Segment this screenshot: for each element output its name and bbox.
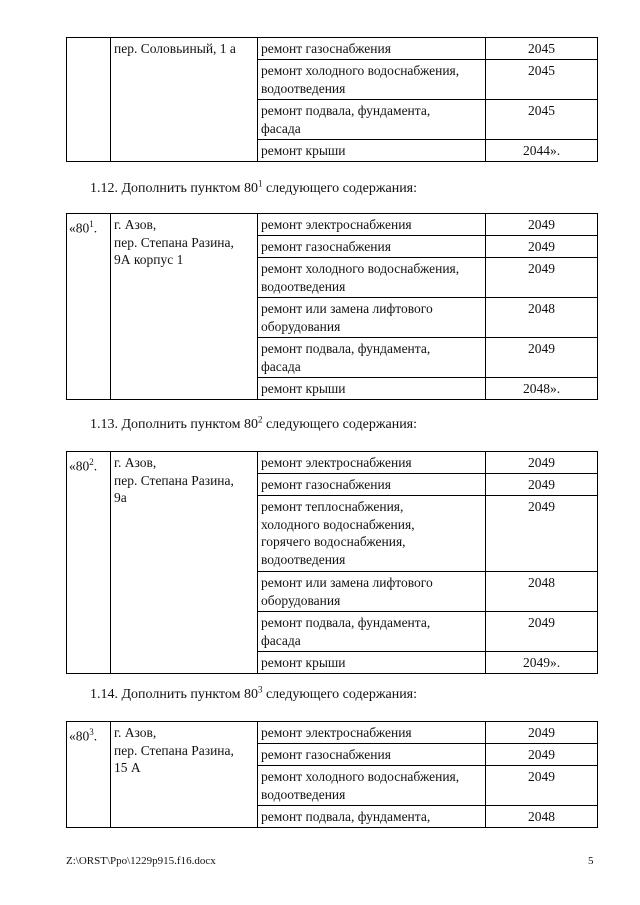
- address-line: 15 А: [114, 760, 141, 775]
- work-line: ремонт электроснабжения: [261, 725, 412, 740]
- paragraph-superscript: 1: [257, 178, 263, 189]
- amendment-paragraph-1-14: [90, 686, 417, 704]
- table-3: [66, 451, 598, 674]
- footer-file-path: Z:\ORST\Ppo\1229p915.f16.docx: [66, 855, 216, 867]
- work-cell: [258, 744, 486, 766]
- item-number: «80: [69, 458, 90, 474]
- work-line: ремонт холодного водоснабжения,: [261, 769, 460, 784]
- work-line: фасада: [261, 120, 301, 136]
- year-cell: 2049: [486, 744, 598, 766]
- table-2: [66, 213, 598, 400]
- year-cell: 2049: [486, 496, 598, 572]
- table-row: [67, 214, 598, 236]
- table-row: [67, 452, 598, 474]
- address-cell: [111, 214, 258, 400]
- address-line: 9а: [114, 490, 127, 505]
- address-cell: [111, 38, 258, 162]
- year-cell: 2049».: [486, 652, 598, 674]
- work-line: ремонт подвала, фундамента,: [261, 809, 431, 824]
- work-line: ремонт холодного водоснабжения,: [261, 261, 460, 276]
- item-number-cell: [67, 452, 111, 674]
- work-line: ремонт крыши: [261, 381, 346, 396]
- address-line: пер. Степана Разина,: [114, 742, 234, 758]
- table-row: [67, 722, 598, 744]
- table-1: [66, 37, 598, 162]
- item-number-superscript: 1: [89, 219, 94, 229]
- work-cell: [258, 258, 486, 298]
- year-cell: 2045: [486, 38, 598, 60]
- work-cell: [258, 236, 486, 258]
- work-cell: [258, 298, 486, 338]
- work-line: водоотведения: [261, 278, 346, 294]
- work-line: оборудования: [261, 592, 341, 608]
- address-cell: [111, 452, 258, 674]
- work-line: ремонт газоснабжения: [261, 477, 391, 492]
- year-cell: 2049: [486, 474, 598, 496]
- address-line: г. Азов,: [114, 217, 157, 232]
- amendment-paragraph-1-12: [90, 180, 417, 198]
- page-number: 5: [588, 855, 594, 867]
- work-line: ремонт или замена лифтового: [261, 575, 433, 590]
- paragraph-superscript: 2: [257, 414, 263, 425]
- item-number-superscript: 2: [89, 457, 94, 467]
- year-cell: 2048: [486, 298, 598, 338]
- work-cell: [258, 378, 486, 400]
- year-cell: 2049: [486, 452, 598, 474]
- work-cell: [258, 766, 486, 806]
- work-line: фасада: [261, 358, 301, 374]
- work-cell: [258, 38, 486, 60]
- work-cell: [258, 722, 486, 744]
- item-number: «80: [69, 220, 90, 236]
- work-cell: [258, 612, 486, 652]
- work-line: ремонт газоснабжения: [261, 239, 391, 254]
- work-cell: [258, 140, 486, 162]
- work-line: ремонт теплоснабжения,: [261, 499, 404, 514]
- year-cell: 2048: [486, 806, 598, 828]
- item-number-cell: [67, 38, 111, 162]
- work-cell: [258, 338, 486, 378]
- address-line: пер. Степана Разина,: [114, 472, 234, 488]
- paragraph-text: 1.12. Дополнить пунктом 80: [90, 181, 258, 196]
- item-number-cell: [67, 214, 111, 400]
- year-cell: 2045: [486, 60, 598, 100]
- year-cell: 2049: [486, 258, 598, 298]
- work-line: ремонт крыши: [261, 143, 346, 158]
- work-line: оборудования: [261, 318, 341, 334]
- item-number-dot: .: [93, 458, 98, 474]
- year-cell: 2045: [486, 100, 598, 140]
- year-cell: 2048: [486, 572, 598, 612]
- work-cell: [258, 496, 486, 572]
- work-line: водоотведения: [261, 551, 346, 567]
- address-line: пер. Соловьиный, 1 а: [114, 41, 236, 56]
- work-cell: [258, 214, 486, 236]
- work-cell: [258, 806, 486, 828]
- item-number-dot: .: [93, 220, 98, 236]
- paragraph-text: 1.13. Дополнить пунктом 80: [90, 417, 258, 432]
- address-line: г. Азов,: [114, 725, 157, 740]
- work-cell: [258, 452, 486, 474]
- work-line: ремонт крыши: [261, 655, 346, 670]
- table-row: [67, 38, 598, 60]
- year-cell: 2049: [486, 214, 598, 236]
- work-line: ремонт или замена лифтового: [261, 301, 433, 316]
- year-cell: 2049: [486, 766, 598, 806]
- work-line: ремонт электроснабжения: [261, 217, 412, 232]
- paragraph-text: следующего содержания:: [262, 687, 418, 702]
- year-cell: 2049: [486, 236, 598, 258]
- work-cell: [258, 60, 486, 100]
- work-line: фасада: [261, 632, 301, 648]
- work-line: горячего водоснабжения,: [261, 534, 406, 549]
- year-cell: 2049: [486, 338, 598, 378]
- address-line: пер. Степана Разина,: [114, 234, 234, 250]
- paragraph-text: следующего содержания:: [262, 417, 418, 432]
- year-cell: 2049: [486, 612, 598, 652]
- work-line: холодного водоснабжения,: [261, 516, 415, 532]
- work-line: ремонт электроснабжения: [261, 455, 412, 470]
- table-4: [66, 721, 598, 828]
- work-line: водоотведения: [261, 80, 346, 96]
- paragraph-text: 1.14. Дополнить пунктом 80: [90, 687, 258, 702]
- work-line: ремонт подвала, фундамента,: [261, 103, 431, 118]
- year-cell: 2049: [486, 722, 598, 744]
- work-line: ремонт подвала, фундамента,: [261, 341, 431, 356]
- work-line: ремонт холодного водоснабжения,: [261, 63, 460, 78]
- amendment-paragraph-1-13: [90, 416, 417, 434]
- item-number-cell: [67, 722, 111, 828]
- item-number: «80: [69, 728, 90, 744]
- address-line: 9А корпус 1: [114, 252, 184, 267]
- year-cell: 2044».: [486, 140, 598, 162]
- work-cell: [258, 100, 486, 140]
- item-number-superscript: 3: [89, 727, 94, 737]
- work-cell: [258, 652, 486, 674]
- work-cell: [258, 572, 486, 612]
- paragraph-text: следующего содержания:: [262, 181, 418, 196]
- work-line: водоотведения: [261, 786, 346, 802]
- year-cell: 2048».: [486, 378, 598, 400]
- address-cell: [111, 722, 258, 828]
- work-line: ремонт подвала, фундамента,: [261, 615, 431, 630]
- item-number-dot: .: [93, 728, 98, 744]
- paragraph-superscript: 3: [257, 684, 263, 695]
- work-cell: [258, 474, 486, 496]
- address-line: г. Азов,: [114, 455, 157, 470]
- work-line: ремонт газоснабжения: [261, 41, 391, 56]
- work-line: ремонт газоснабжения: [261, 747, 391, 762]
